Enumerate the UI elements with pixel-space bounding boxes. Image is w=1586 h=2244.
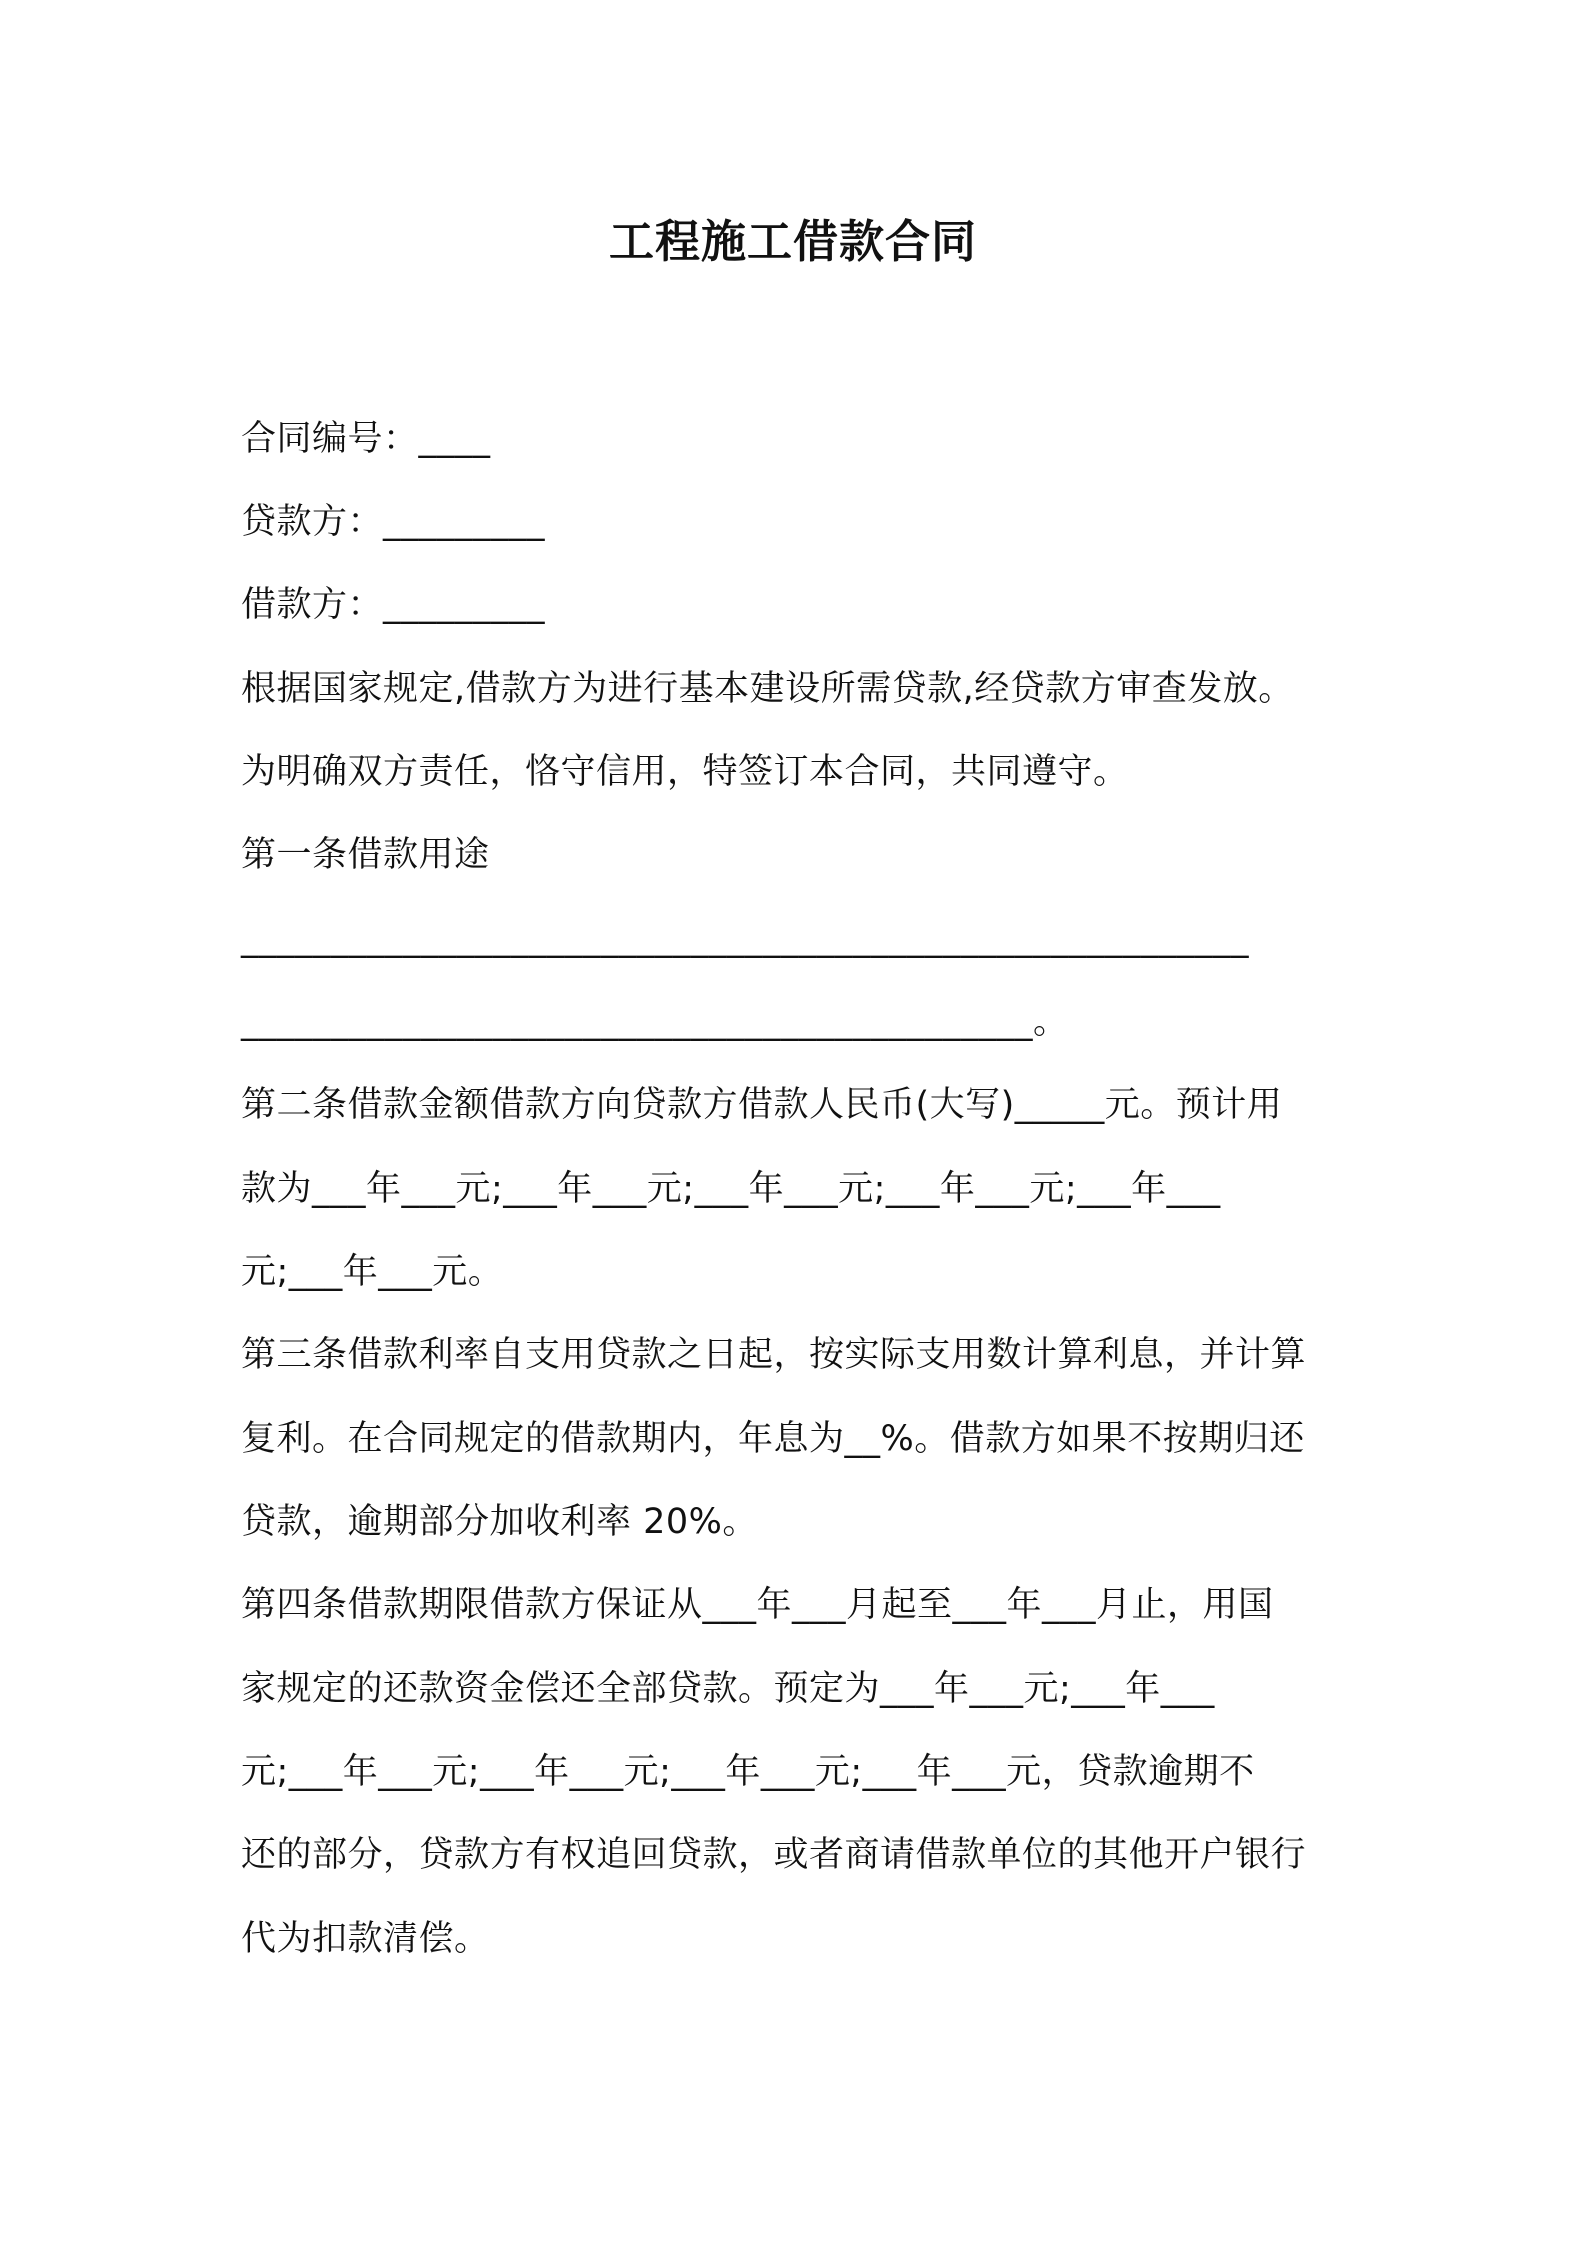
article-1-blank-line-1: ________________________________________________________: [241, 919, 1249, 959]
article-4-line-4: 还的部分，贷款方有权追回贷款，或者商请借款单位的其他开户银行: [241, 1835, 1307, 1875]
article-4-line-2: 家规定的还款资金偿还全部贷款。预定为___年___元;___年___: [241, 1669, 1215, 1709]
preamble-line-2: 为明确双方责任，恪守信用，特签订本合同，共同遵守。: [241, 752, 1129, 792]
article-2-line-3: 元;___年___元。: [241, 1252, 504, 1292]
article-3-line-2: 复利。在合同规定的借款期内，年息为__%。借款方如果不按期归还: [241, 1419, 1305, 1459]
article-3-line-1: 第三条借款利率自支用贷款之日起，按实际支用数计算利息，并计算: [241, 1335, 1307, 1375]
contract-number-line: 合同编号：____: [241, 419, 491, 459]
preamble-line-1: 根据国家规定,借款方为进行基本建设所需贷款,经贷款方审查发放。: [241, 669, 1294, 709]
article-2-line-2: 款为___年___元;___年___元;___年___元;___年___元;___年___: [241, 1169, 1221, 1209]
lender-line: 贷款方：_________: [241, 502, 546, 542]
article-4-line-3: 元;___年___元;___年___元;___年___元;___年___元，贷款逾期不: [241, 1752, 1255, 1792]
article-1-blank-line-2: ____________________________________________。: [241, 1002, 1069, 1042]
article-1-heading: 第一条借款用途: [241, 835, 490, 875]
article-2-line-1: 第二条借款金额借款方向贷款方借款人民币(大写)_____元。预计用: [241, 1085, 1283, 1125]
document-title: 工程施工借款合同: [608, 215, 977, 268]
article-4-line-1: 第四条借款期限借款方保证从___年___月起至___年___月止，用国: [241, 1585, 1274, 1625]
article-4-line-5: 代为扣款清偿。: [241, 1919, 490, 1959]
borrower-line: 借款方：_________: [241, 585, 546, 625]
article-3-line-3: 贷款，逾期部分加收利率 20%。: [241, 1502, 758, 1542]
